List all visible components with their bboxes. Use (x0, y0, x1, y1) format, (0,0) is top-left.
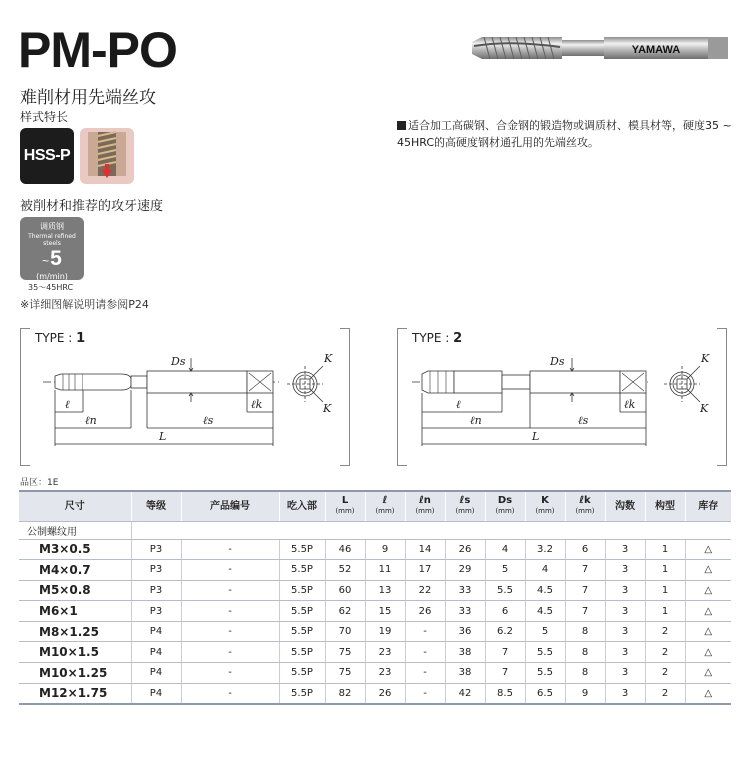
table-cell: - (181, 642, 279, 663)
table-cell: - (181, 683, 279, 704)
table-cell: 1 (645, 601, 685, 622)
table-cell: P4 (131, 663, 181, 684)
table-cell: 9 (565, 683, 605, 704)
table-cell: 4.5 (525, 580, 565, 601)
table-cell: 8 (565, 663, 605, 684)
type2-ds-label: Ds (550, 355, 565, 368)
speed-unit: (m/min) (36, 272, 68, 281)
product-description (397, 117, 737, 151)
table-cell: 29 (445, 560, 485, 581)
table-cell: 3 (605, 621, 645, 642)
table-cell: P3 (131, 560, 181, 581)
column-header: 尺寸 (19, 491, 131, 521)
table-cell: - (181, 663, 279, 684)
table-cell: 3 (605, 560, 645, 581)
type2-lk-label: ℓk (624, 398, 636, 411)
column-header: 沟数 (605, 491, 645, 521)
table-cell: 3 (605, 663, 645, 684)
table-cell: 5.5 (485, 580, 525, 601)
table-row (19, 539, 731, 560)
cutting-speed-box (20, 217, 84, 280)
type1-k-label-top: K (324, 352, 333, 365)
table-row (19, 560, 731, 581)
table-cell: 5.5P (279, 601, 325, 622)
table-cell: M10×1.5 (19, 642, 131, 663)
table-cell: 4 (525, 560, 565, 581)
table-cell: M5×0.8 (19, 580, 131, 601)
table-cell: 33 (445, 580, 485, 601)
table-cell: 6.2 (485, 621, 525, 642)
table-cell: 5.5P (279, 642, 325, 663)
hardness-range: 35～45HRC (28, 283, 74, 292)
table-cell: 2 (645, 663, 685, 684)
column-header: 等级 (131, 491, 181, 521)
table-cell: 6 (565, 539, 605, 560)
table-cell: M6×1 (19, 601, 131, 622)
table-cell: 1 (645, 580, 685, 601)
page-subtitle: 难削材用先端丝攻 (20, 88, 156, 108)
table-cell: 2 (645, 642, 685, 663)
speed-tilde: ~ (42, 254, 50, 268)
table-cell: 42 (445, 683, 485, 704)
table-cell: P4 (131, 683, 181, 704)
column-header: L (mm) (325, 491, 365, 521)
table-cell: 8 (565, 642, 605, 663)
table-cell: 46 (325, 539, 365, 560)
table-cell: 5.5P (279, 683, 325, 704)
hss-p-label: HSS-P (23, 147, 71, 164)
table-cell: 15 (365, 601, 405, 622)
table-cell: - (405, 683, 445, 704)
table-cell: - (181, 601, 279, 622)
type1-lk-label: ℓk (251, 398, 263, 411)
section-code: 品区：1E (20, 478, 59, 488)
table-cell: - (405, 621, 445, 642)
type1-diagram (20, 328, 350, 466)
table-cell: 2 (645, 621, 685, 642)
table-cell: 33 (445, 601, 485, 622)
table-cell: 36 (445, 621, 485, 642)
column-header: ℓs (mm) (445, 491, 485, 521)
table-cell: 38 (445, 642, 485, 663)
type2-l-label: ℓ (456, 398, 461, 411)
type2-k-label-top: K (701, 352, 710, 365)
column-header: 产品编号 (181, 491, 279, 521)
table-cell: 9 (365, 539, 405, 560)
description-text: 适合加工高碳钢、合金钢的锻造物或调质材、模具材等，硬度35 ~ 45HRC的高硬度钢材通孔用的先端丝攻。 (397, 119, 732, 149)
table-cell: 1 (645, 560, 685, 581)
style-label: 样式特长 (20, 110, 69, 124)
table-cell: M4×0.7 (19, 560, 131, 581)
page-title: PM-PO (18, 22, 177, 78)
table-cell: 5.5 (525, 663, 565, 684)
table-cell: 19 (365, 621, 405, 642)
table-cell: - (181, 560, 279, 581)
table-cell: 26 (445, 539, 485, 560)
table-cell: 6.5 (525, 683, 565, 704)
table-cell: 3 (605, 601, 645, 622)
table-cell: 3 (605, 580, 645, 601)
table-header-row (19, 491, 731, 521)
type1-k-label-bottom: K (323, 402, 332, 415)
table-cell: P4 (131, 642, 181, 663)
table-cell: 5.5P (279, 539, 325, 560)
column-header: K (mm) (525, 491, 565, 521)
table-cell: 3 (605, 683, 645, 704)
table-cell: 7 (485, 663, 525, 684)
table-cell: 82 (325, 683, 365, 704)
hss-p-badge (20, 128, 74, 184)
type2-L-label: L (532, 430, 540, 443)
column-header: ℓn (mm) (405, 491, 445, 521)
table-cell: 7 (565, 580, 605, 601)
type2-diagram (397, 328, 727, 466)
table-cell: - (181, 539, 279, 560)
table-cell: 26 (405, 601, 445, 622)
table-cell: P4 (131, 621, 181, 642)
material-cn: 调质钢 (40, 222, 64, 231)
speed-value: 5 (50, 247, 62, 270)
table-cell: 60 (325, 580, 365, 601)
table-cell: 5.5P (279, 663, 325, 684)
column-header: 构型 (645, 491, 685, 521)
table-cell: 4.5 (525, 601, 565, 622)
table-row (19, 663, 731, 684)
table-cell: 7 (565, 601, 605, 622)
table-cell: △ (685, 539, 731, 560)
spec-table (19, 490, 731, 705)
type2-k-label-bottom: K (700, 402, 709, 415)
table-cell: △ (685, 642, 731, 663)
type2-label: TYPE : 2 (412, 331, 463, 346)
table-cell: 3.2 (525, 539, 565, 560)
table-cell: 14 (405, 539, 445, 560)
table-cell: 22 (405, 580, 445, 601)
column-header: 吃入部 (279, 491, 325, 521)
type1-ls-label: ℓs (203, 414, 214, 427)
table-cell: P3 (131, 580, 181, 601)
table-cell: 5.5P (279, 580, 325, 601)
table-cell: △ (685, 580, 731, 601)
table-cell: 5 (525, 621, 565, 642)
table-cell: 1 (645, 539, 685, 560)
table-cell: M12×1.75 (19, 683, 131, 704)
table-cell: 2 (645, 683, 685, 704)
table-row (19, 580, 731, 601)
table-cell: △ (685, 601, 731, 622)
table-cell: 38 (445, 663, 485, 684)
bullet-square-icon (397, 121, 406, 130)
table-cell: 7 (565, 560, 605, 581)
column-header: 库存 (685, 491, 731, 521)
table-cell: - (181, 621, 279, 642)
table-cell: - (181, 580, 279, 601)
reference-note: ※详细图解说明请参阅P24 (20, 298, 149, 311)
column-header: Ds (mm) (485, 491, 525, 521)
table-cell: 6 (485, 601, 525, 622)
table-cell: 13 (365, 580, 405, 601)
table-cell: 26 (365, 683, 405, 704)
table-row (19, 642, 731, 663)
table-row (19, 621, 731, 642)
table-cell: 23 (365, 642, 405, 663)
table-cell: △ (685, 683, 731, 704)
table-cell: 70 (325, 621, 365, 642)
type1-L-label: L (159, 430, 167, 443)
table-cell: △ (685, 621, 731, 642)
table-cell: 5.5P (279, 560, 325, 581)
column-header: ℓ (mm) (365, 491, 405, 521)
table-cell: 62 (325, 601, 365, 622)
table-cell: 5.5 (525, 642, 565, 663)
table-cell: 5.5P (279, 621, 325, 642)
table-cell: - (405, 642, 445, 663)
type1-l-label: ℓ (65, 398, 70, 411)
table-cell: - (405, 663, 445, 684)
table-cell: △ (685, 560, 731, 581)
material-en: Thermal refined steels (28, 233, 76, 247)
table-cell: 4 (485, 539, 525, 560)
type1-ln-label: ℓn (85, 414, 97, 427)
table-cell: 23 (365, 663, 405, 684)
table-cell: 52 (325, 560, 365, 581)
table-cell: 17 (405, 560, 445, 581)
table-cell: 3 (605, 539, 645, 560)
table-cell: △ (685, 663, 731, 684)
table-cell: M3×0.5 (19, 539, 131, 560)
column-header: ℓk (mm) (565, 491, 605, 521)
table-cell: M8×1.25 (19, 621, 131, 642)
group-row (19, 521, 731, 539)
table-cell: 8 (565, 621, 605, 642)
table-cell: P3 (131, 539, 181, 560)
table-cell: 5 (485, 560, 525, 581)
table-cell: 8.5 (485, 683, 525, 704)
table-cell: 75 (325, 663, 365, 684)
table-cell: 3 (605, 642, 645, 663)
brand-label: YAMAWA (631, 44, 681, 56)
table-row (19, 601, 731, 622)
table-cell: 11 (365, 560, 405, 581)
table-cell: M10×1.25 (19, 663, 131, 684)
table-cell: 7 (485, 642, 525, 663)
type2-ls-label: ℓs (578, 414, 589, 427)
type1-label: TYPE : 1 (35, 331, 86, 346)
spiral-point-icon (80, 128, 134, 184)
table-row (19, 683, 731, 704)
type1-ds-label: Ds (171, 355, 186, 368)
group-label: 公制螺纹用 (19, 521, 131, 539)
type2-ln-label: ℓn (470, 414, 482, 427)
speed-heading: 被削材和推荐的攻牙速度 (20, 199, 164, 214)
tap-photo (470, 28, 730, 68)
table-cell: P3 (131, 601, 181, 622)
table-cell: 75 (325, 642, 365, 663)
